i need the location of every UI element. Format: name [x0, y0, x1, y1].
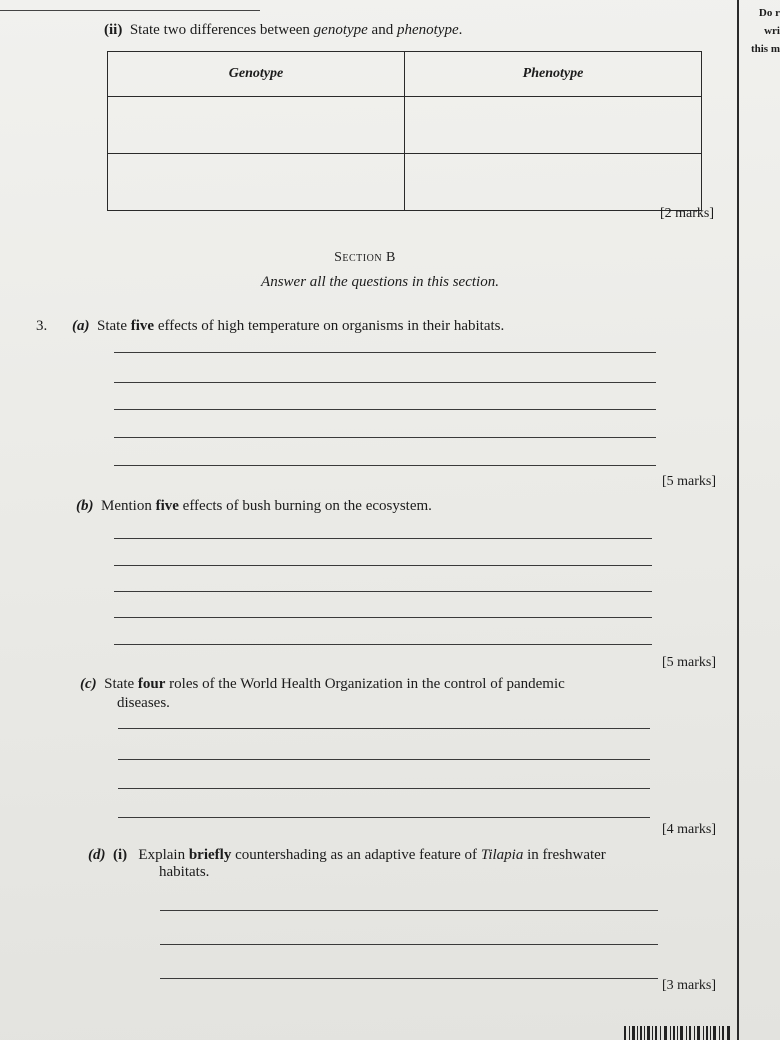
table-header-phenotype: Phenotype	[405, 52, 702, 97]
marks-q3c: [4 marks]	[662, 822, 717, 837]
margin-note-line: Do r	[758, 7, 780, 19]
answer-line[interactable]	[114, 538, 652, 539]
question-3b: (b) Mention five effects of bush burning on the ecosystem.	[76, 498, 432, 514]
answer-line[interactable]	[114, 617, 652, 618]
answer-line[interactable]	[114, 382, 656, 383]
section-title: Section B	[334, 250, 396, 265]
barcode	[624, 1024, 734, 1040]
margin-note-line: this m	[750, 43, 780, 55]
marks-q3a: [5 marks]	[662, 474, 717, 489]
question-3d-continued: habitats.	[159, 864, 210, 880]
answer-line[interactable]	[118, 817, 650, 818]
question-sublabel: (i)	[113, 847, 128, 863]
table-row	[108, 97, 702, 154]
answer-line[interactable]	[114, 591, 652, 592]
question-number: 3.	[36, 318, 48, 334]
top-divider	[0, 10, 260, 11]
question-3c: (c) State four roles of the World Health Organization in the control of pandemic	[80, 676, 565, 692]
answer-line[interactable]	[160, 944, 658, 945]
margin-note-line: wri	[764, 25, 780, 37]
answer-line[interactable]	[114, 565, 652, 566]
answer-line[interactable]	[160, 978, 658, 979]
question-3c-continued: diseases.	[117, 695, 170, 711]
marks-q3b: [5 marks]	[662, 655, 717, 670]
answer-cell[interactable]	[108, 97, 405, 154]
answer-line[interactable]	[114, 352, 656, 353]
answer-line[interactable]	[118, 788, 650, 789]
question-label: (a)	[72, 318, 90, 334]
answer-line[interactable]	[114, 644, 652, 645]
answer-line[interactable]	[118, 728, 650, 729]
genotype-phenotype-table	[107, 51, 702, 211]
table-header-genotype: Genotype	[108, 52, 405, 97]
answer-cell[interactable]	[108, 154, 405, 211]
table-header-row	[108, 52, 702, 97]
question-3a: (a) State five effects of high temperature on organisms in their habitats.	[72, 318, 505, 334]
answer-line[interactable]	[118, 759, 650, 760]
section-instruction: Answer all the questions in this section.	[261, 274, 499, 290]
question-label: (d)	[88, 847, 106, 863]
question-label: (c)	[80, 676, 97, 692]
question-ii	[104, 22, 462, 39]
answer-cell[interactable]	[405, 154, 702, 211]
marks-q-ii: [2 marks]	[660, 206, 715, 221]
answer-line[interactable]	[114, 437, 656, 438]
marks-q3d: [3 marks]	[662, 978, 717, 993]
question-label: (ii)	[104, 22, 123, 38]
answer-line[interactable]	[114, 465, 656, 466]
margin-rule	[737, 0, 739, 1040]
question-text: State two differences between genotype and phenotype.	[129, 22, 463, 38]
table-row	[108, 154, 702, 211]
answer-line[interactable]	[114, 409, 656, 410]
question-3d-i: (d) (i) Explain briefly countershading as an adaptive feature of Tilapia in freshwater	[88, 847, 606, 863]
margin-note	[741, 4, 780, 58]
question-label: (b)	[76, 498, 94, 514]
answer-cell[interactable]	[405, 97, 702, 154]
answer-line[interactable]	[160, 910, 658, 911]
